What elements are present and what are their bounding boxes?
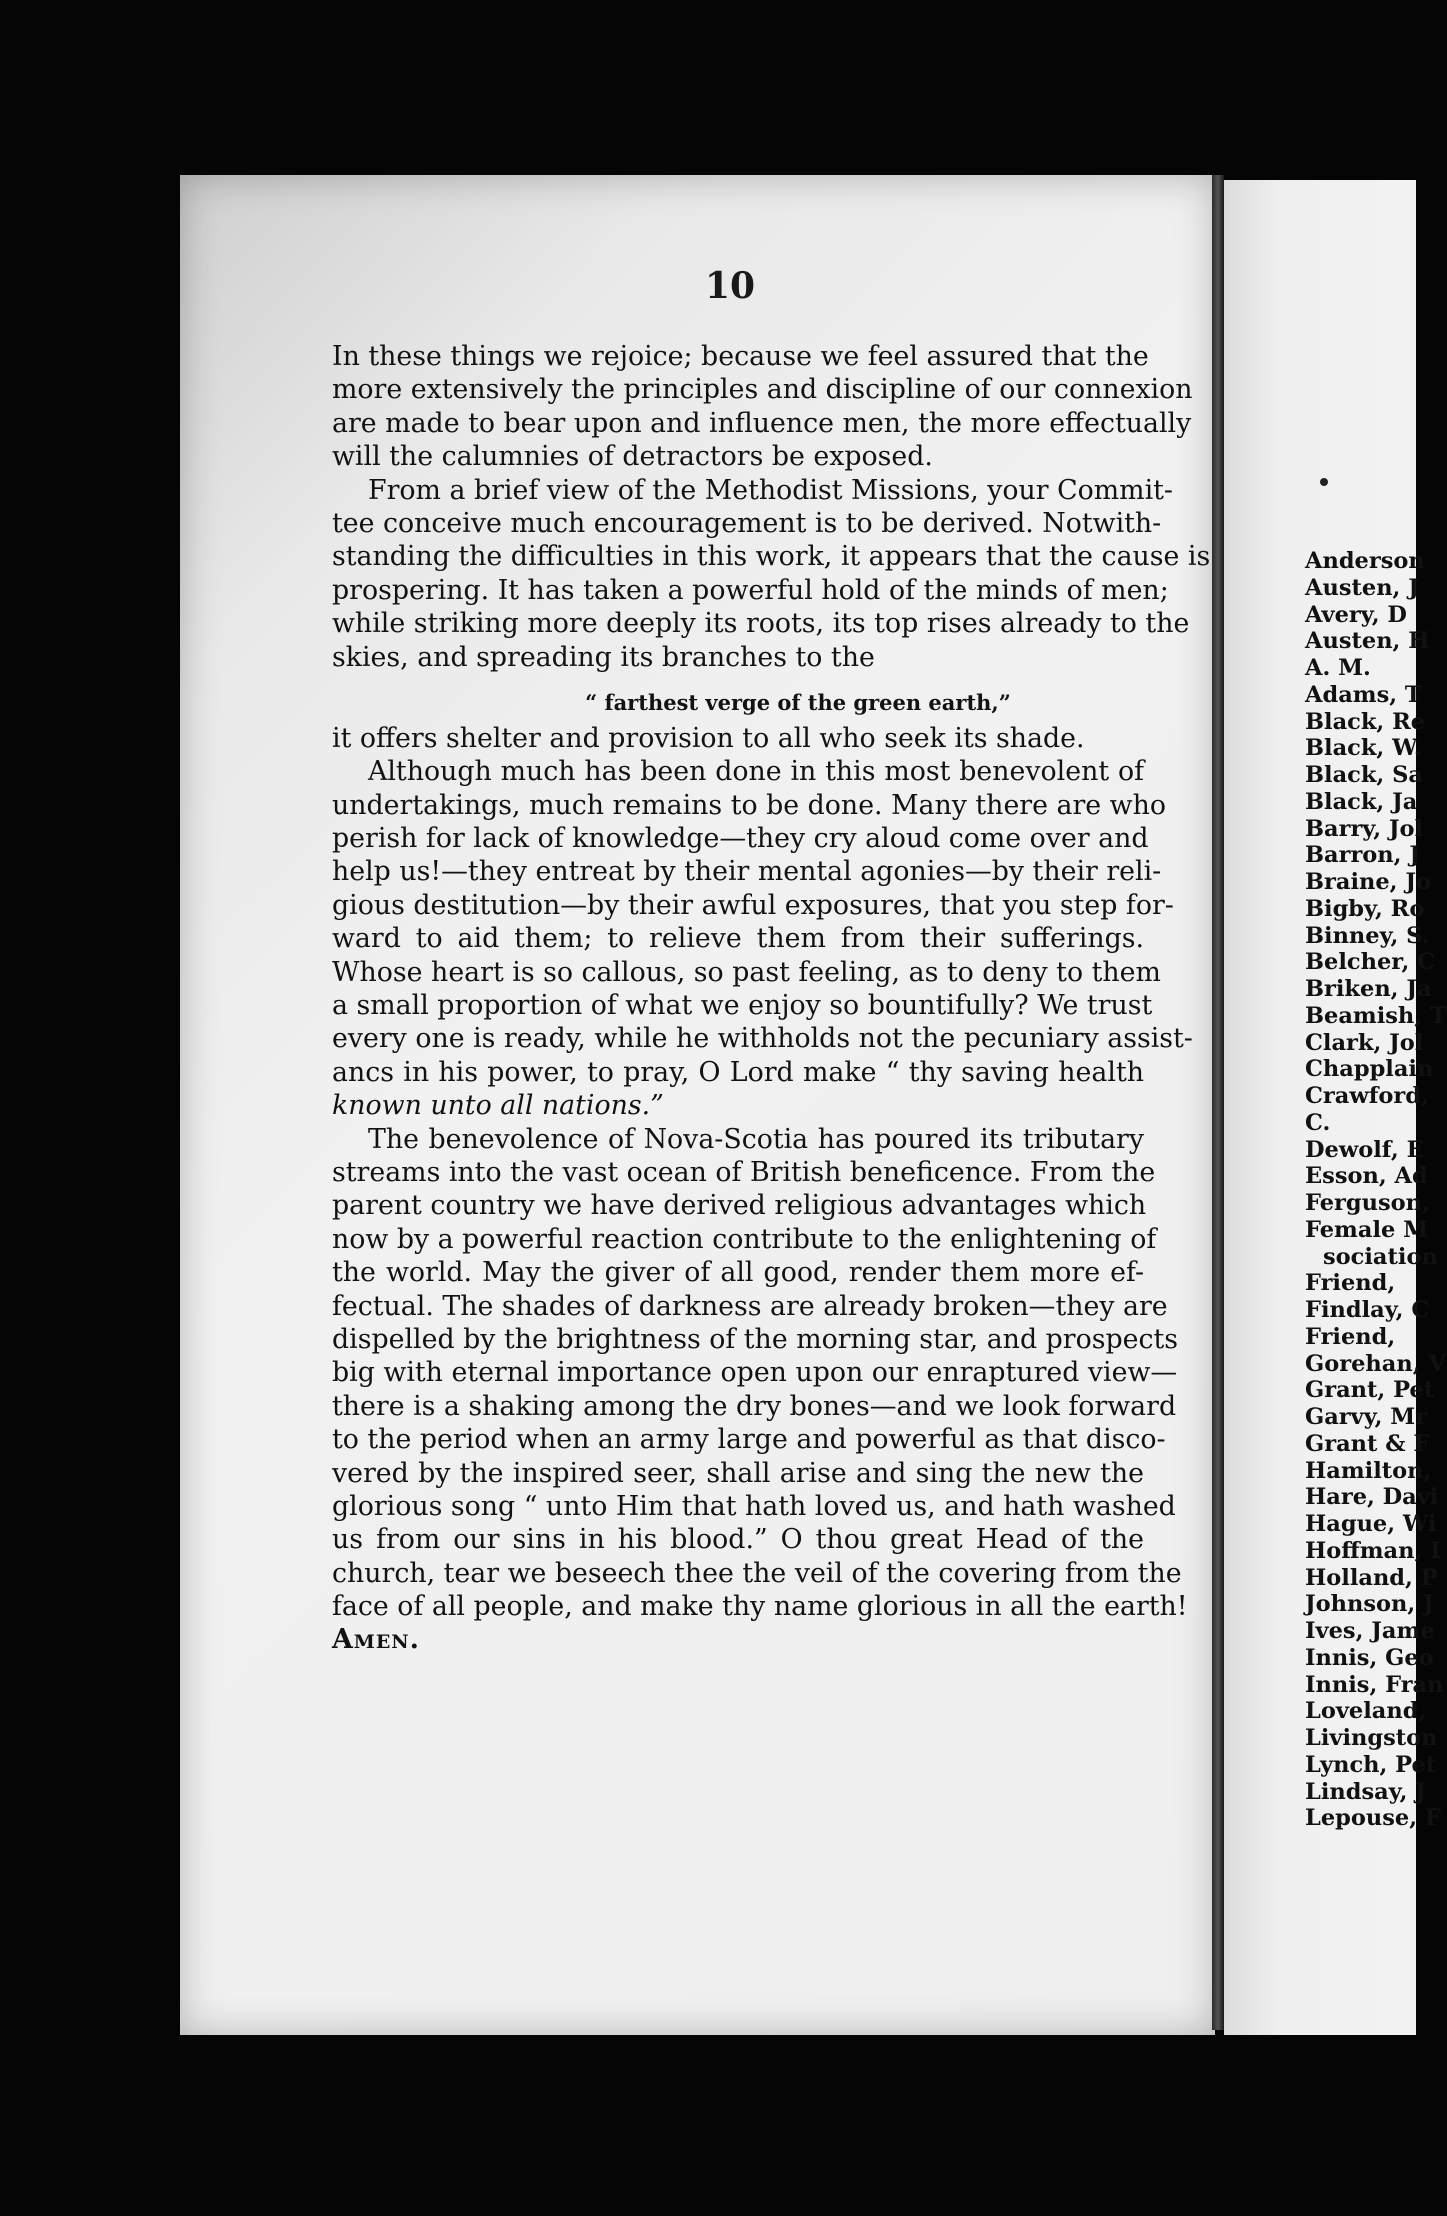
text-line: The benevolence of Nova-Scotia has poured its tributary [368,1123,1144,1155]
facing-page-name: Ives, Jame [1305,1618,1435,1644]
text-line: tee conceive much encouragement is to be derived. Notwith- [332,507,1162,539]
facing-page-name: Johnson, J [1305,1591,1434,1618]
facing-page-name: Livingston [1305,1725,1438,1751]
facing-page-name: Grant & F [1305,1430,1430,1457]
text-line: face of all people, and make thy name glorious in all the earth! [332,1591,1188,1623]
facing-page-name: Anderson [1305,548,1425,574]
facing-page-name: Barry, Jol [1305,815,1424,842]
text-line: the world. May the giver of all good, render them more ef- [332,1257,1144,1289]
facing-page-name: Holland, P [1305,1564,1438,1591]
facing-page-name: Innis, Geo [1305,1644,1434,1671]
text-line: a small proportion of what we enjoy so bountifully? We trust [332,990,1153,1022]
facing-page-name-list [1305,548,1447,1832]
text-line: ward to aid them; to relieve them from their sufferings. [332,923,1144,955]
facing-page-name: Lynch, Pet [1305,1751,1437,1778]
book-gutter [1212,175,1224,2030]
facing-page-name: Hague, Wi [1305,1511,1437,1537]
facing-page-name: Lindsay, J [1305,1778,1426,1805]
facing-page-name: Lepouse, F [1305,1805,1441,1832]
text-line: now by a powerful reaction contribute to the enlightening of [332,1223,1157,1255]
text-line: help us!—they entreat by their mental agonies—by their reli- [332,856,1162,888]
facing-page-name: Briken, Ja [1305,976,1432,1002]
facing-page-name: Clark, Jol [1305,1029,1424,1056]
facing-page-name: Findlay, C [1305,1297,1430,1323]
facing-page-name: Bigby, Ro [1305,895,1425,922]
text-line: gious destitution—by their awful exposures, that you step for- [332,889,1174,921]
text-line: undertakings, much remains to be done. Many there are who [332,789,1166,821]
text-line: streams into the vast ocean of British beneficence. From the [332,1156,1156,1188]
facing-page-name: Black, Sa [1305,762,1423,788]
facing-page-name: Adams, T [1305,681,1422,708]
facing-page-name: Black, W. [1305,735,1422,762]
page-number: 10 [704,265,756,307]
facing-page-name: Loveland, [1305,1698,1427,1725]
text-line: every one is ready, while he withholds not the pecuniary assist- [332,1023,1193,1055]
facing-page-name: Female M [1305,1216,1429,1243]
text-line: parent country we have derived religious advantages which [332,1190,1147,1222]
facing-page-name: Avery, D [1305,601,1407,628]
text-line: big with eternal importance open upon our enraptured view— [332,1357,1178,1389]
facing-page-name: Garvy, Mr [1305,1404,1428,1430]
facing-page-name: Hamilton, [1305,1457,1432,1484]
facing-page-name: Belcher, C [1305,949,1436,976]
text-line: known unto all nations.” [332,1090,664,1122]
text-line: glorious song “ unto Him that hath loved us, and hath washed [332,1490,1176,1522]
facing-page-name: Friend, [1305,1323,1396,1350]
facing-page-name: Gorehan, V [1305,1350,1446,1377]
facing-page-name: Innis, Fran [1305,1671,1444,1698]
facing-page-name: Hare, Davi [1305,1484,1439,1511]
text-line: dispelled by the brightness of the morning star, and prospects [332,1323,1178,1355]
text-line: it offers shelter and provision to all who seek its shade. [332,722,1085,754]
facing-page-name: Esson, Ad [1305,1163,1428,1190]
text-line: From a brief view of the Methodist Missions, your Commit- [368,474,1173,506]
text-line: skies, and spreading its branches to the [332,641,875,673]
facing-page-name: Chapplain [1305,1056,1434,1083]
ink-dot [1320,478,1328,486]
text-line: will the calumnies of detractors be exposed. [332,441,933,473]
text-line: while striking more deeply its roots, its top rises already to the [332,608,1190,640]
facing-page-name: Ferguson, [1305,1190,1430,1216]
facing-page-name: Austen, H [1305,628,1430,655]
text-line: Whose heart is so callous, so past feeling, as to deny to them [332,956,1161,988]
text-line: Amen. [332,1624,421,1656]
text-line: are made to bear upon and influence men, the more effectually [332,407,1192,439]
text-line: prospering. It has taken a powerful hold of the minds of men; [332,574,1169,606]
body-text [332,340,1211,1657]
facing-page-name: C. [1305,1109,1331,1136]
text-line: fectual. The shades of darkness are already broken—they are [332,1290,1168,1322]
facing-page-name: Black, Re [1305,708,1426,735]
text-line: there is a shaking among the dry bones—and we look forward [332,1390,1177,1422]
facing-page-name: Dewolf, E [1305,1136,1424,1163]
text-line: standing the difficulties in this work, it appears that the cause is [332,541,1211,573]
text-line: ancs in his power, to pray, O Lord make “ thy saving health [332,1056,1144,1088]
facing-page-name: Beamish, T [1305,1002,1447,1029]
text-line: church, tear we beseech thee the veil of the covering from the [332,1557,1182,1589]
text-line: perish for lack of knowledge—they cry aloud come over and [332,823,1149,855]
text-line: In these things we rejoice; because we feel assured that the [332,341,1149,372]
text-line: more extensively the principles and discipline of our connexion [332,374,1193,406]
facing-page-name: Friend, [1305,1270,1396,1297]
facing-page-name: Grant, Pet [1305,1377,1435,1404]
facing-page-name: Binney, S. [1305,922,1430,949]
text-line: us from our sins in his blood.” O thou great Head of the [332,1524,1144,1556]
text-line: to the period when an army large and powerful as that disco- [332,1424,1166,1456]
text-line: “ farthest verge of the green earth,” [585,689,1011,715]
facing-page-name: Crawford, [1305,1083,1429,1109]
facing-page-name: Black, Ja [1305,788,1418,815]
text-line: vered by the inspired seer, shall arise and sing the new the [332,1457,1144,1489]
facing-page-name: Hoffman, I [1305,1537,1441,1564]
text-line: Although much has been done in this most benevolent of [368,756,1144,788]
facing-page-name: Austen, J [1305,574,1419,601]
facing-page-name: Barron, J [1305,842,1420,869]
facing-page-name: A. M. [1305,655,1371,681]
facing-page-name: sociation [1323,1243,1438,1270]
facing-page-name: Braine, Jo [1305,869,1431,895]
